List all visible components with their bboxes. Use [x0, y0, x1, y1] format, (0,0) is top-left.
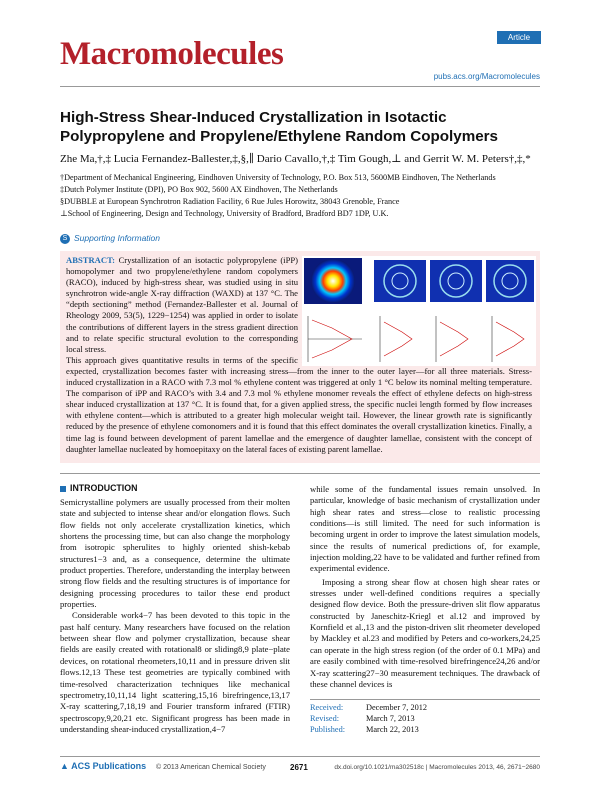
- abstract-rest: This approach gives quantitative results in terms of the specific length of fibrillar nuclei as a function of the applied stress. As expected, crystallization becomes faster with increasing stress—from the inner to the outer layer—for all three materials. Stress-induced crystallization in a RACO with 7.3 mol % ethylene content was triggered at only 1 °C below its nominal melting temperature. The comparison of iPP and RACO’s with 3.4 and 7.3 mol % ethylene monomer reveals the effect of ethylene defects on high-stress shear induced crystallization at 137 °C. It is found that, for a given applied stress, the specific nuclei length formed by flow increases with ethylene content—which is attributed to a greater high molecular weight tail. However, the linear growth rate is significantly reduced by the presence of ethylene comonomers and it is found that this effect dominates the overall crystallization kinetics. Finally, a time lag is found between development of parent lamellae and the emergence of daughter lamellae, consistent with the concept of daughter lamellae nucleated by homoepitaxy on the lateral faces of existing parent lamellae.: [66, 354, 532, 454]
- doi-citation[interactable]: dx.doi.org/10.1021/ma302518c | Macromolecules 2013, 46, 2671−2680: [334, 764, 540, 771]
- supporting-information-link[interactable]: S Supporting Information: [60, 233, 160, 244]
- journal-logo: Macromolecules: [60, 36, 284, 72]
- page-number: 2671: [290, 763, 308, 772]
- toc-graphic: [302, 256, 536, 366]
- paper-title: High-Stress Shear-Induced Crystallization in Isotactic Polypropylene and Propylene/Ethylene Random Copolymers: [60, 109, 499, 145]
- abstract-label: ABSTRACT:: [66, 255, 116, 265]
- dates-rule: [310, 699, 540, 700]
- header-rule: [60, 86, 540, 87]
- section-heading-introduction: INTRODUCTION: [60, 483, 137, 493]
- section-rule: [60, 473, 540, 474]
- affiliation: ‡Dutch Polymer Institute (DPI), PO Box 902, 5600 AX Eindhoven, The Netherlands: [60, 185, 338, 194]
- abstract-text: Crystallization of an isotactic polypropylene (iPP) homopolymer and two propylene/ethylene random copolymers (RACO), induced by high-stress shear, was studied using in situ synchrotron wide-angle X-ray diffraction (WAXD) at 137 °C. The “depth sectioning” method (Fernandez-Ballester et al. Journal of Rheology 2009, 53(5), 1229−1254) was applied in order to isolate the contributions of different layers in the stress gradient direction and to relate specific structural evolution to the corresponding local stress.: [66, 255, 298, 354]
- acs-publications-logo: ▲ ACS Publications: [60, 761, 147, 771]
- intro-column-right: [310, 484, 540, 690]
- paragraph: Considerable work4−7 has been devoted to this topic in the past half century. Many researchers have focused on the relation between shear flow and polymer crystallization, because shear fields are easily created with rotational8 or sliding8,9 plate−plate devices, on rotational rheometers,10,11 and in pressure driven slit flows.12,13 These test geometries are typically combined with time-resolved characterization techniques like mechanical spectrometry,10,11,14 light scattering,15,16 birefringence,13,17 X-ray scattering,7,18,19 and Fourier transform infrared (FTIR) spectroscopy,9,20,21 etc. Significant progress has been made in understanding shear-induced crystallization,4−7: [60, 610, 290, 734]
- affiliation: †Department of Mechanical Engineering, Eindhoven University of Technology, P.O. Box 513, 5600MB Eindhoven, The Netherlands: [60, 173, 496, 182]
- publication-dates: [310, 702, 540, 736]
- author-list: Zhe Ma,†,‡ Lucia Fernandez-Ballester,‡,§,∥ Dario Cavallo,†,‡ Tim Gough,⊥ and Gerrit W. M. Peters†,‡,*: [60, 153, 531, 165]
- waxd-pattern-series: [374, 260, 534, 302]
- article-type-badge: Article: [497, 31, 541, 44]
- paragraph: Imposing a strong shear flow at chosen high shear rates or stresses under well-defined conditions requires a specially designed flow device. Both the pressure-driven slit flow apparatus constructed by Janeschitz-Kriegl et al.12 and improved by Kornfield et al.,13 and the piston-driven slit rheometer developed by Mackley et al.23 and modified by Peters and co-workers,24,25 can operate in the high stress region (of the order of 0.1 MPa) and are easily combined with time-resolved birefringence24,26 and/or X-ray scattering27−30 measurement techniques. The drawback of these channel devices is: [310, 576, 540, 689]
- date-revised: Revised: March 7, 2013: [310, 714, 415, 724]
- affiliation: §DUBBLE at European Synchrotron Radiation Facility, 6 Rue Jules Horowitz, 38043 Grenoble, France: [60, 197, 400, 206]
- stress-profile-plots: [308, 316, 524, 362]
- date-received: Received: December 7, 2012: [310, 703, 428, 712]
- date-published: Published: March 22, 2013: [310, 725, 419, 735]
- paragraph: Semicrystalline polymers are usually processed from their molten state and subjected to intense shear and/or elongation flows. Such flow fields not only accelerate crystallization kinetics, which shortens the processing time, but can also change the morphology from isotropic spherulites to highly oriented shish-kebab structures1−3 and, as a consequence, determine the ultimate product properties. Therefore, understanding the interplay between strong flow fields and the resulting structures is of importance for designing processing procedures to tailor these end product properties.: [60, 497, 290, 610]
- waxd-pattern: [311, 259, 355, 303]
- footer-rule: [60, 756, 540, 757]
- copyright: © 2013 American Chemical Society: [156, 764, 266, 771]
- intro-column-left: [60, 497, 290, 735]
- affiliation: ⊥School of Engineering, Design and Technology, University of Bradford, Bradford BD7 1DP, U.K.: [60, 209, 389, 218]
- info-icon: S: [60, 234, 70, 244]
- abstract-lead: [66, 255, 298, 355]
- paragraph: while some of the fundamental issues remain unsolved. In particular, knowledge of basic mechanism of crystallization under high shear rates and stress—close to realistic processing conditions—is still limited. The need for such information is becoming urgent in order to improve the latest simulation models, since the results of numerical predictions of, for example, injection molding,22 have to be validated and further refined from experimental evidence.: [310, 484, 540, 574]
- journal-url[interactable]: pubs.acs.org/Macromolecules: [433, 72, 540, 81]
